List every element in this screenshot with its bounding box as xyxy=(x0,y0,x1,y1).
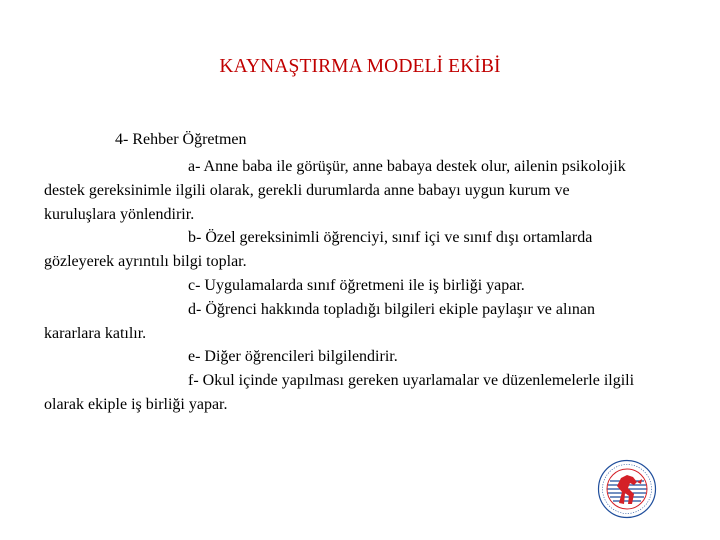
list-item: a- Anne baba ile görüşür, anne babaya destek olur, ailenin psikolojik destek gereksinimle ilgili olarak, gerekli durumlarda anne babayı uygun kurum ve kuruluşlara yönlendirir. xyxy=(44,158,626,223)
item-list xyxy=(44,155,644,417)
list-item: e- Diğer öğrencileri bilgilendirir. xyxy=(188,348,398,366)
section-heading: 4- Rehber Öğretmen xyxy=(115,131,247,148)
list-item: b- Özel gereksinimli öğrenciyi, sınıf içi ve sınıf dışı ortamlarda gözleyerek ayrıntılı bilgi toplar. xyxy=(44,229,593,271)
list-item: d- Öğrenci hakkında topladığı bilgileri ekiple paylaşır ve alınan kararlara katılır. xyxy=(44,300,595,342)
list-item: c- Uygulamalarda sınıf öğretmeni ile iş birliği yapar. xyxy=(188,276,525,294)
university-seal-icon xyxy=(597,459,657,519)
list-item: f- Okul içinde yapılması gereken uyarlamalar ve düzenlemelerle ilgili olarak ekiple iş birliği yapar. xyxy=(44,372,635,413)
slide-title: KAYNAŞTIRMA MODELİ EKİBİ xyxy=(219,56,501,77)
